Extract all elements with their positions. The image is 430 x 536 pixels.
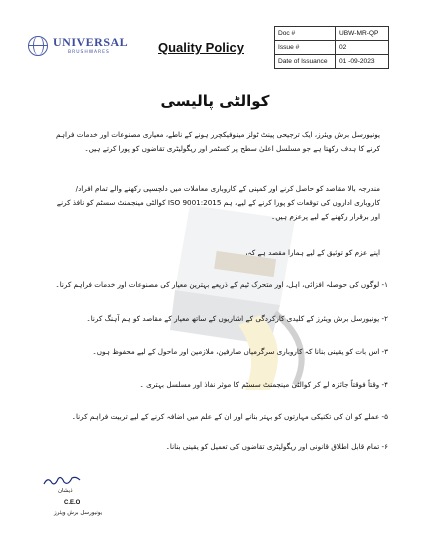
meta-row: [275, 55, 389, 69]
signatory-role: C.E.O: [64, 500, 81, 506]
logo-subtitle: BRUSHWARES: [68, 50, 110, 55]
meta-key: Doc #: [275, 27, 336, 41]
paint-brush-watermark: [120, 195, 330, 395]
meta-value: 02: [336, 41, 389, 55]
objective-item: ۴- وقتاً فوقتاً جائزہ لے کر کوالٹی مینجمنٹ سسٹم کا موثر نفاذ اور مسلسل بہتری ۔: [139, 380, 388, 389]
objective-item: ۲- یونیورسل برش ویئرز کے کلیدی کارکردگی کے اشاریوں کے ساتھ معیار کے مقاصد کو ہم آہنگ کرنا۔: [86, 314, 388, 323]
objective-item: ۳- اس بات کو یقینی بنانا کہ کاروباری سرگرمیاں صارفین، ملازمین اور ماحول کے لیے محفوظ ہوں۔: [92, 347, 388, 356]
meta-row: [275, 27, 389, 41]
objective-item: ۱- لوگوں کی حوصلہ افزائی، اہل، اور متحرک ٹیم کے ذریعے بہترین معیار کی مصنوعات اور خدمات فراہم کرنا۔: [55, 280, 388, 289]
meta-key: Date of Issuance: [275, 55, 336, 69]
handwritten-signature: [42, 474, 82, 488]
document-meta-table: [274, 26, 389, 69]
signatory-name: ذیشان: [58, 488, 73, 494]
objective-item: ۵- عملے کو ان کی تکنیکی مہارتوں کو بہتر بنانے اور ان کے علم میں اضافہ کرنے کے لیے تربیت فراہم کرنا۔: [71, 412, 388, 421]
document-title: Quality Policy: [158, 40, 244, 55]
policy-title: کوالٹی پالیسی: [160, 92, 270, 110]
company-logo: [26, 32, 146, 64]
objective-item: ۶- تمام قابل اطلاق قانونی اور ریگولیٹری تقاضوں کی تعمیل کو یقینی بنانا۔: [165, 442, 388, 451]
meta-row: [275, 41, 389, 55]
intro-paragraph: یونیورسل برش ویئرز، ایک ترجیحی پینٹ ٹولز مینوفیکچرر ہونے کے ناطے، معیاری مصنوعات اور خدمات فراہم کرنے کا ہدف رکھتا ہے جو مسلسل اعلیٰ سطح پر کسٹمر اور ریگولیٹری تقاضوں کو پورا کرتے ہیں۔: [56, 130, 380, 153]
meta-key: Issue #: [275, 41, 336, 55]
meta-value: UBW-MR-QP: [336, 27, 389, 41]
objectives-intro: اپنے عزم کو توثیق کے لیے ہمارا مقصد ہے کہ،: [245, 248, 380, 257]
commitment-paragraph: مندرجہ بالا مقاصد کو حاصل کرنے اور کمپنی کے کاروباری معاملات میں دلچسپی رکھنے والے تمام افراد/کاروباری اداروں کی توقعات کو پورا کرنے کے لیے، ہم ISO 9001:2015 کوالٹی مینجمنٹ سسٹم کو نافذ کرنے اور برقرار رکھنے کے لیے پرعزم ہیں۔: [56, 184, 380, 221]
signatory-company: یونیورسل برش ویئرز: [54, 510, 103, 516]
meta-value: 01 -09-2023: [336, 55, 389, 69]
signature-block: [40, 474, 120, 524]
logo-name: UNIVERSAL: [53, 35, 129, 49]
globe-icon: [28, 36, 48, 56]
